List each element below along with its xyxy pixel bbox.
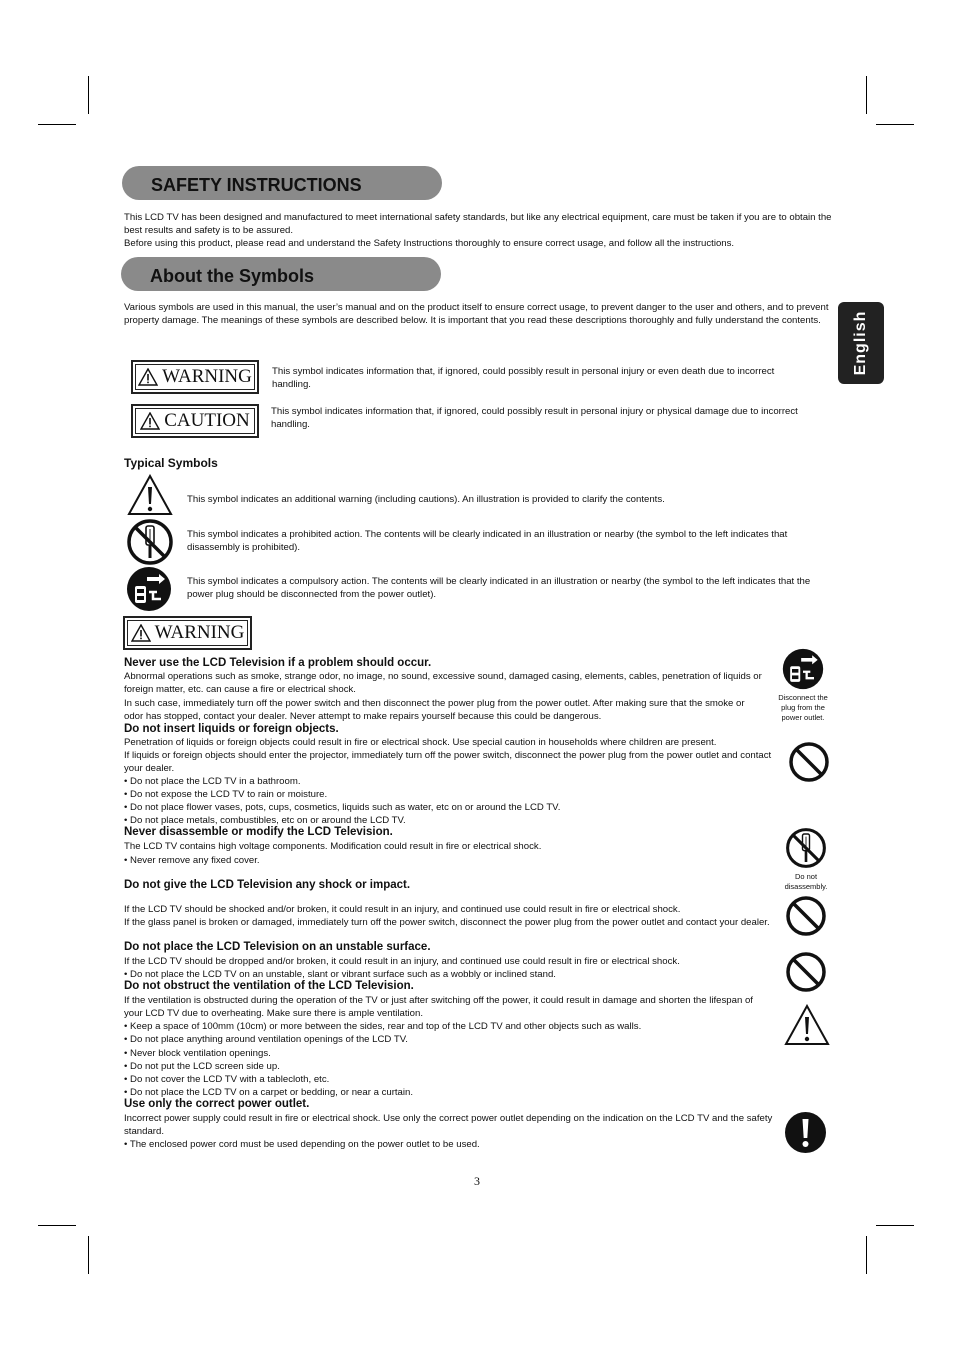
safety-intro bbox=[124, 211, 834, 250]
symbols-paragraph: Various symbols are used in this manual, the user’s manual and on the product itself to ensure correct usage, to prevent danger to the user and others, and to prevent property damage. The meanings of these symbols are described below. It is important that you read these descriptions thoroughly and fully understand the contents. bbox=[124, 302, 829, 326]
item-title: Do not insert liquids or foreign objects. bbox=[124, 723, 339, 735]
warning-label: WARNING bbox=[162, 366, 252, 387]
bullet-item: • Do not place flower vases, pots, cups, cosmetics, liquids such as water, etc on or around the LCD TV. bbox=[124, 802, 561, 813]
bullet-item: • Do not place the LCD TV in a bathroom. bbox=[124, 776, 301, 787]
safety-paragraph: This LCD TV has been designed and manufactured to meet international safety standards, but like any electrical equipment, care must be taken if you are to obtain the best results and safety is to be assured. bbox=[124, 212, 832, 236]
caution-triangle-icon bbox=[140, 412, 160, 430]
item-title: Use only the correct power outlet. bbox=[124, 1098, 310, 1110]
item-text: Incorrect power supply could result in fire or electrical shock. Use only the correct power outlet depending on the indication on the LCD TV and the safety standard. bbox=[124, 1113, 773, 1137]
warning-triangle-icon bbox=[784, 1004, 830, 1046]
typical-warning-text: This symbol indicates an additional warning (including cautions). An illustration is provided to clarify the contents. bbox=[187, 494, 665, 505]
item-title: Never disassemble or modify the LCD Television. bbox=[124, 826, 393, 838]
unplug-icon bbox=[125, 565, 173, 613]
bullet-item: • Do not place the LCD TV on an unstable, slant or vibrant surface such as a wobbly or inclined stand. bbox=[124, 969, 556, 980]
prohibited-icon bbox=[788, 741, 830, 783]
bullet-item: • The enclosed power cord must be used depending on the power outlet to be used. bbox=[124, 1139, 480, 1150]
bullet-item: • Do not place metals, combustibles, etc on or around the LCD TV. bbox=[124, 815, 406, 826]
item-text: Abnormal operations such as smoke, strange odor, no image, no sound, excessive sound, damaged casing, elements, cables, penetration of liquids or foreign matter, etc. can cause a fire or electrical shock. bbox=[124, 671, 762, 695]
safety-title: SAFETY INSTRUCTIONS bbox=[151, 175, 362, 195]
bullet-item: • Do not expose the LCD TV to rain or moisture. bbox=[124, 789, 328, 800]
bullet-item: • Do not put the LCD screen side up. bbox=[124, 1061, 280, 1072]
page-number: 3 bbox=[474, 1174, 480, 1188]
caution-label: CAUTION bbox=[164, 410, 250, 431]
typical-prohibited-text: This symbol indicates a prohibited action. The contents will be clearly indicated in an illustration or nearby (the symbol to the left indicates that disassembly is prohibited). bbox=[187, 529, 788, 553]
warning-triangle-icon bbox=[138, 368, 158, 386]
bullet-item: • Never block ventilation openings. bbox=[124, 1048, 271, 1059]
bullet-item: • Keep a space of 100mm (10cm) or more between the sides, rear and top of the LCD TV and other objects such as walls. bbox=[124, 1021, 642, 1032]
unplug-caption: Disconnect the plug from the power outlet. bbox=[778, 693, 828, 722]
prohibited-icon bbox=[785, 951, 827, 993]
item-text: If the LCD TV should be dropped and/or broken, it could result in an injury, and continued use could result in fire or electrical shock. bbox=[124, 956, 680, 967]
warning-section-label: WARNING bbox=[154, 622, 245, 643]
crop-mark bbox=[876, 1225, 914, 1226]
item-title: Do not place the LCD Television on an unstable surface. bbox=[124, 941, 431, 953]
typical-compulsory-text: This symbol indicates a compulsory action. The contents will be clearly indicated in an illustration or nearby (the symbol to the left indicates that the power plug should be disconnected from the power outlet). bbox=[187, 576, 811, 600]
no-disassembly-icon bbox=[126, 518, 174, 566]
mandatory-action-icon bbox=[784, 1111, 827, 1154]
crop-mark bbox=[88, 76, 89, 114]
bullet-item: • Do not place anything around ventilation openings of the LCD TV. bbox=[124, 1034, 408, 1045]
typical-symbols-title: Typical Symbols bbox=[124, 456, 218, 470]
crop-mark bbox=[38, 124, 76, 125]
no-disassembly-icon bbox=[785, 827, 827, 869]
item-text: If the glass panel is broken or damaged, immediately turn off the power switch, disconnect the power plug from the power outlet and contact your dealer. bbox=[124, 917, 770, 928]
warning-triangle-icon bbox=[127, 474, 173, 516]
language-tab bbox=[838, 302, 884, 384]
symbols-title: About the Symbols bbox=[150, 266, 315, 286]
item-title: Do not give the LCD Television any shock or impact. bbox=[124, 879, 411, 891]
caution-badge bbox=[131, 404, 259, 438]
language-tab-label: English bbox=[852, 310, 869, 376]
bullet-item: • Do not cover the LCD TV with a tablecloth, etc. bbox=[124, 1074, 330, 1085]
item-text: If liquids or foreign objects should enter the projector, immediately turn off the power switch, disconnect the power plug from the power outlet and contact your dealer. bbox=[124, 750, 772, 774]
unplug-icon bbox=[781, 647, 825, 691]
item-title: Do not obstruct the ventilation of the LCD Television. bbox=[124, 980, 414, 992]
crop-mark bbox=[876, 124, 914, 125]
warning-section-badge bbox=[123, 616, 252, 650]
safety-paragraph: Before using this product, please read and understand the Safety Instructions thoroughly to ensure correct usage, and follow all the instructions. bbox=[124, 238, 735, 249]
item-text: If the ventilation is obstructed during the operation of the TV or just after switching off the power, it could result in damage and shorten the lifespan of your LCD TV due to overheating. Make sure there is ample ventilation. bbox=[124, 995, 753, 1019]
safety-title-banner bbox=[122, 166, 442, 200]
item-title: Never use the LCD Television if a problem should occur. bbox=[124, 657, 432, 669]
prohibited-icon bbox=[785, 895, 827, 937]
item-text: In such case, immediately turn off the power switch and then disconnect the power plug from the power outlet. After making sure that the smoke or odor has stopped, contact your dealer. Never attempt to make repairs yourself because this could be dangerous. bbox=[124, 698, 745, 722]
warning-triangle-icon bbox=[131, 624, 151, 642]
symbols-intro bbox=[124, 301, 829, 327]
bullet-item: • Never remove any fixed cover. bbox=[124, 855, 260, 866]
crop-mark bbox=[866, 76, 867, 114]
item-text: Penetration of liquids or foreign objects could result in fire or electrical shock. Use special caution in households where children are present. bbox=[124, 737, 717, 748]
warning-badge bbox=[131, 360, 259, 394]
crop-mark bbox=[38, 1225, 76, 1226]
item-text: The LCD TV contains high voltage components. Modification could result in fire or electrical shock. bbox=[124, 841, 542, 852]
disassembly-caption: Do not disassembly. bbox=[784, 872, 828, 891]
crop-mark bbox=[88, 1236, 89, 1274]
bullet-item: • Do not place the LCD TV on a carpet or bedding, or near a curtain. bbox=[124, 1087, 414, 1098]
crop-mark bbox=[866, 1236, 867, 1274]
item-text: If the LCD TV should be shocked and/or broken, it could result in an injury, and continued use could result in fire or electrical shock. bbox=[124, 904, 681, 915]
warning-description: This symbol indicates information that, if ignored, could possibly result in personal injury or even death due to incorrect handling. bbox=[272, 366, 775, 390]
symbols-title-banner bbox=[121, 257, 441, 291]
caution-description: This symbol indicates information that, if ignored, could possibly result in personal injury or physical damage due to incorrect handling. bbox=[271, 406, 798, 430]
